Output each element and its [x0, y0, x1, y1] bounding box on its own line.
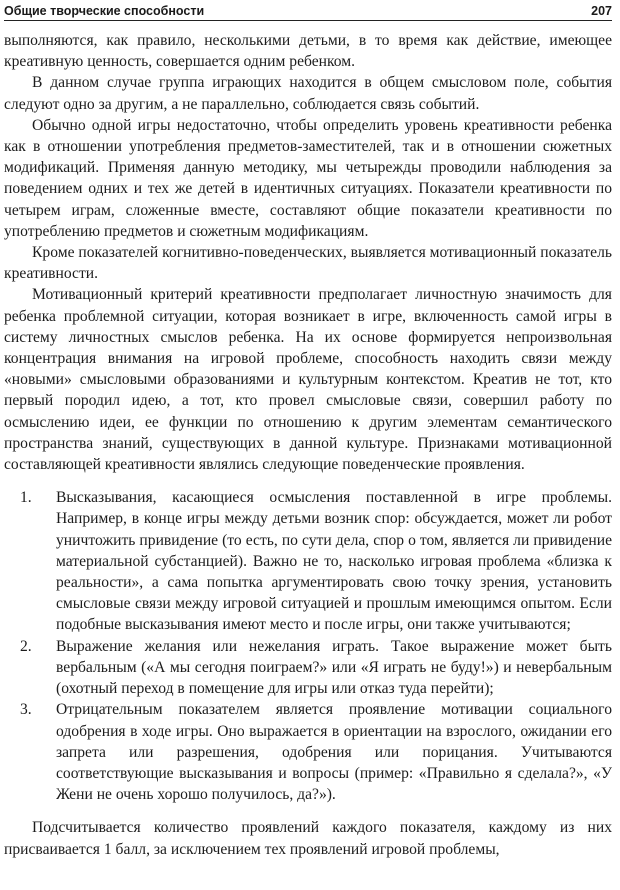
list-item-text: Выражение желания или нежелания играть. Такое выражение может быть вербальным («А мы сегодня поиграем?» или «Я играть не буду!») и невербальным (охотный переход в помещение для игры или отказ туда перейти);: [56, 637, 612, 698]
paragraph: выполняются, как правило, несколькими детьми, в то время как действие, имеющее креативную ценность, совершается одним ребенком.: [4, 32, 612, 71]
list-item-number: 2.: [20, 637, 32, 655]
list-item-number: 3.: [20, 701, 32, 719]
running-header: [4, 2, 612, 21]
list-item-text: Отрицательным показателем является проявление мотивации социального одобрения в ходе игры. Оно выражается в ориентации на взрослого, ожидании его запрета или разрешения, одобрения или порицания. Учитываются соответствующие высказывания и вопросы (пример: «Правильно я сделала?», «У Жени не очень хорошо получилось, да?»).: [56, 701, 612, 804]
list-item: [4, 487, 612, 635]
paragraph: Подсчитывается количество проявлений каждого показателя, каждому из них присваивается 1 балл, за исключением тех проявлений игровой проблемы,: [4, 819, 612, 858]
paragraph: Кроме показателей когнитивно-поведенческих, выявляется мотивационный показатель креативности.: [4, 244, 612, 283]
list-item-number: 1.: [20, 489, 32, 507]
body-text: [4, 30, 612, 860]
list-item-text: Высказывания, касающиеся осмысления поставленной в игре проблемы. Например, в конце игры между детьми возник спор: обсуждается, может ли робот уничтожить привидение (то есть, по сути дела, спор о том, является ли привидение материальной субстанцией). Важно не то, насколько игровая проблема «близка к реальности», а сама попытка аргументировать свою точку зрения, установить смысловые связи между игровой ситуацией и прошлым имеющимся опытом. Если подобные высказывания имеют место и после игры, они также учитываются;: [56, 489, 612, 634]
numbered-list: [4, 487, 612, 805]
list-item: [4, 636, 612, 700]
list-item: [4, 699, 612, 805]
paragraph: В данном случае группа играющих находится в общем смысловом поле, события следуют одно за другим, а не параллельно, соблюдается связь событий.: [4, 74, 612, 113]
paragraph: Обычно одной игры недостаточно, чтобы определить уровень креативности ребенка как в отношении употребления предметов-заместителей, так и в отношении сюжетных модификаций. Применяя данную методику, мы четырежды проводили наблюдения за поведением одних и тех же детей в идентичных ситуациях. Показатели креативности по четырем играм, сложенные вместе, составляют общие показатели креативности по употреблению предметов и сюжетным модификациям.: [4, 116, 612, 240]
chapter-title: Общие творческие способности: [4, 4, 205, 18]
paragraph: Мотивационный критерий креативности предполагает личностную значимость для ребенка проблемной ситуации, которая возникает в игре, включенность самой игры в систему личностных смыслов ребенка. На их основе формируется непроизвольная концентрация внимания на игровой проблеме, способность находить связи между «новыми» смысловыми образованиями и культурным контекстом. Креатив не тот, кто первый породил идею, а тот, кто провел смысловые связи, совершил работу по осмыслению идеи, ее функции по отношению к другим элементам семантического пространства знаний, существующих в данной культуре. Признаками мотивационной составляющей креативности являлись следующие поведенческие проявления.: [4, 286, 612, 474]
page-number: 207: [591, 4, 612, 18]
